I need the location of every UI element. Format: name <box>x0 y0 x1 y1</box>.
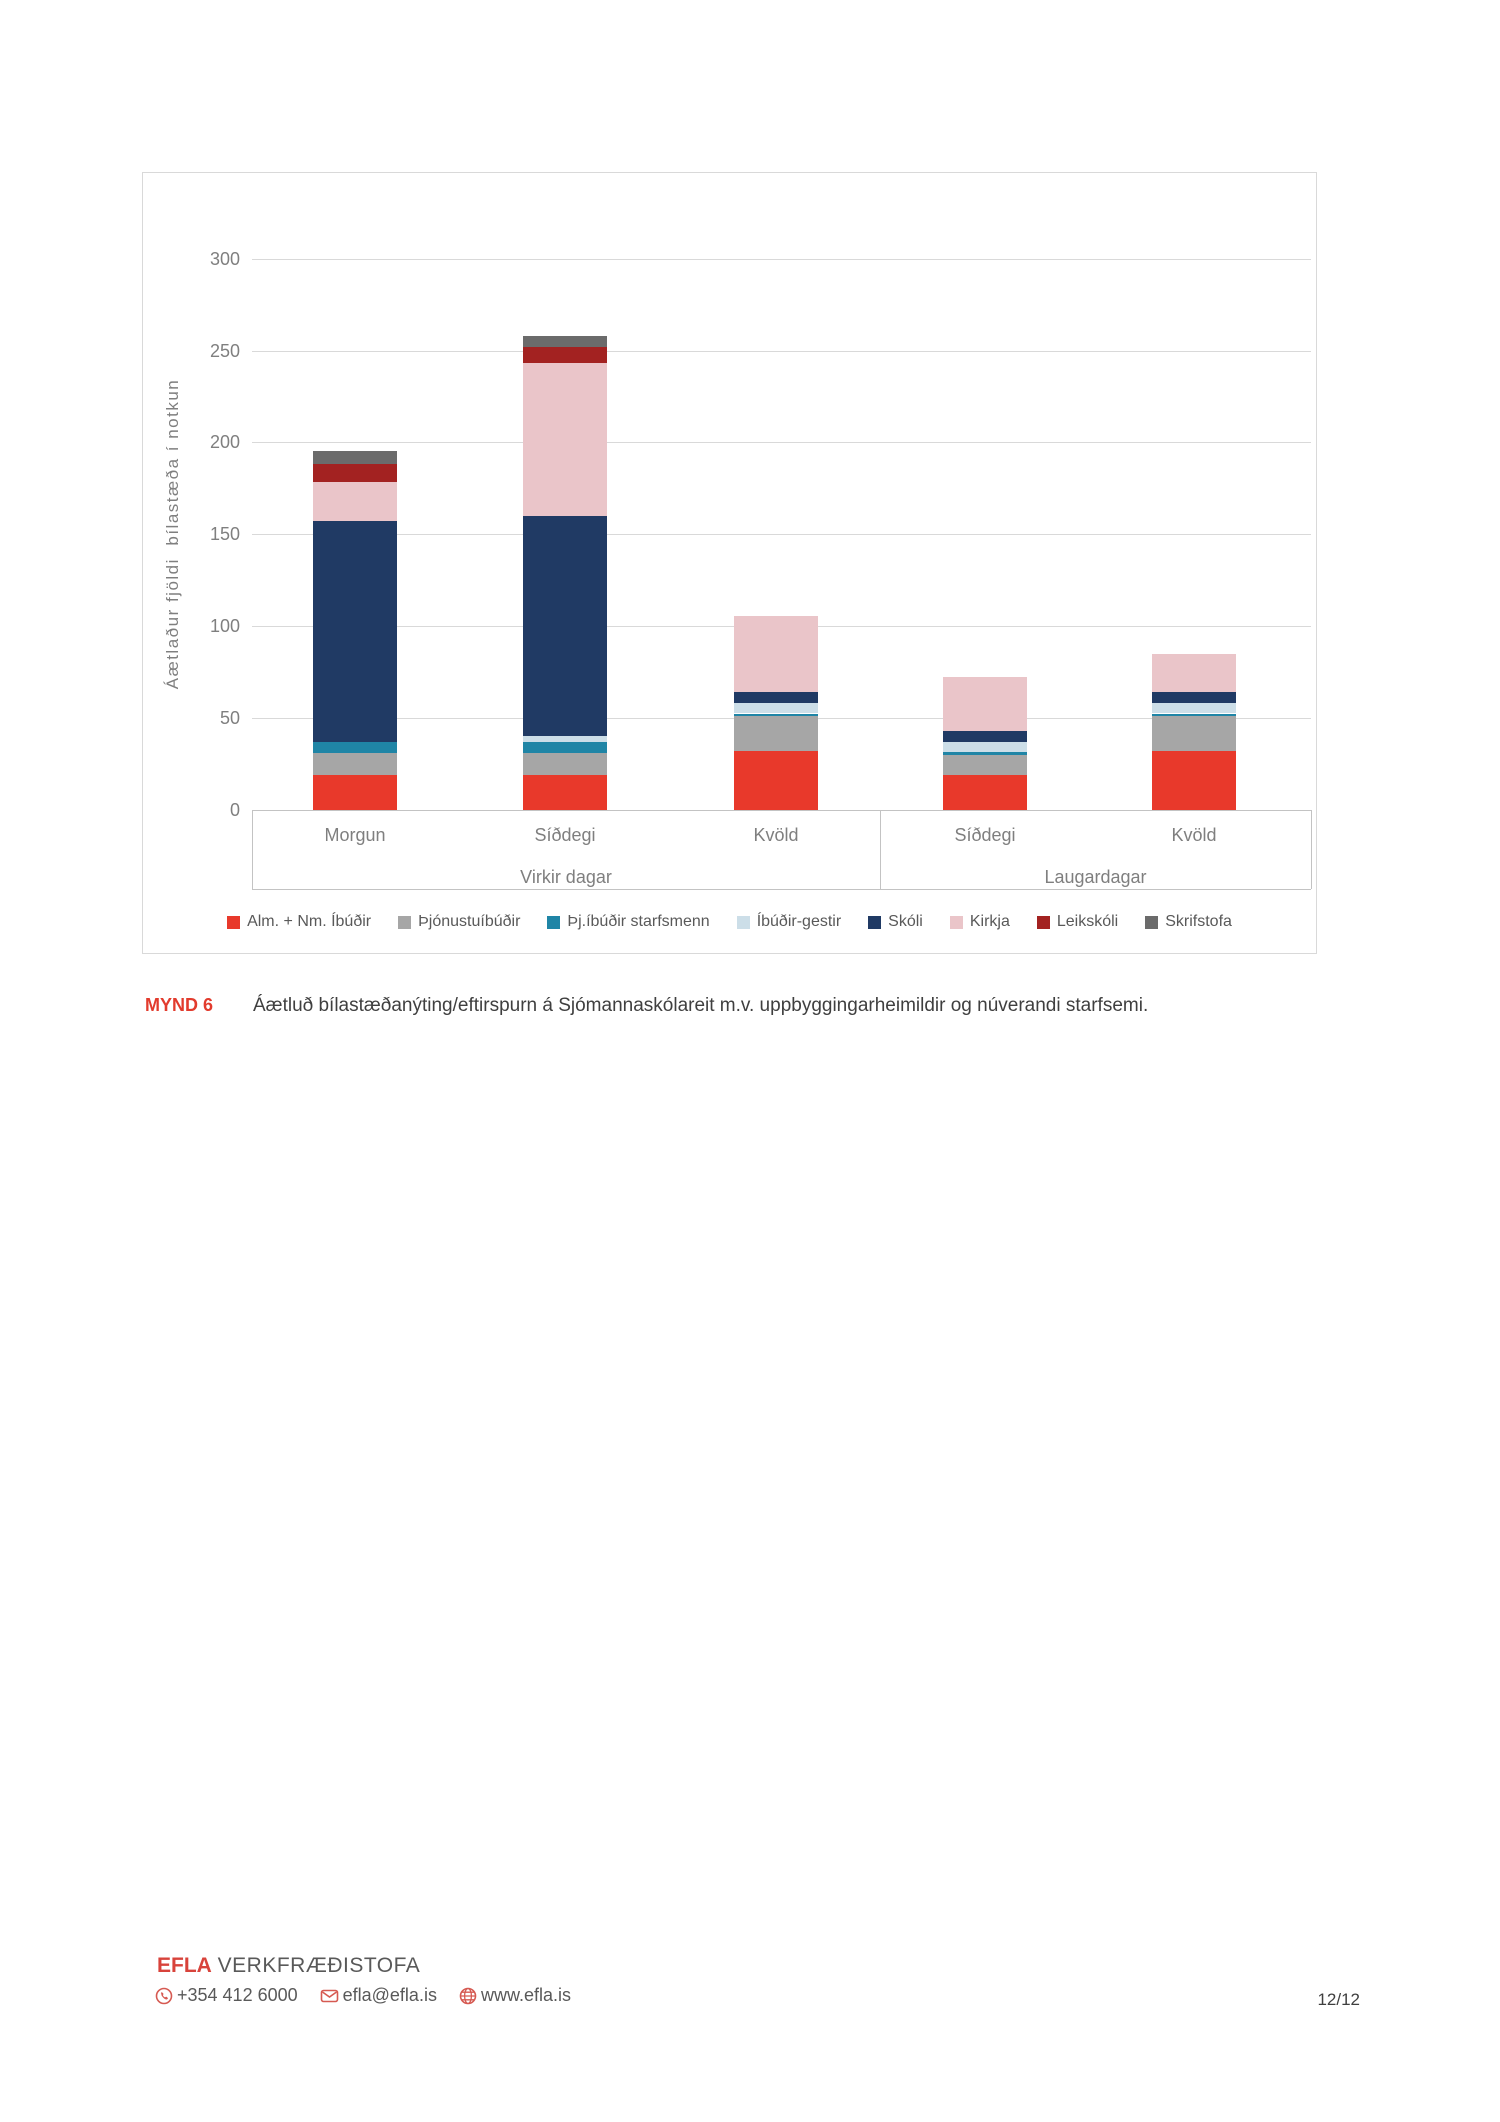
bar-segment-5-Þj.íbúðir starfsmenn <box>1152 714 1236 717</box>
y-tick-label-50: 50 <box>219 708 240 729</box>
axis-box-right <box>1311 810 1312 889</box>
bar-segment-4-Kirkja <box>943 677 1027 731</box>
bar-segment-1-Þjónustuíbúðir <box>313 753 397 775</box>
legend-label: Kirkja <box>969 913 1010 930</box>
page-number: 12/12 <box>1317 1990 1360 2009</box>
legend-label: Þj.íbúðir starfsmenn <box>567 913 710 930</box>
bar-segment-5-Kirkja <box>1152 654 1236 693</box>
bar-segment-5-Skóli <box>1152 692 1236 703</box>
envelope-icon <box>320 1987 339 2005</box>
category-label-2: Síðdegi <box>534 825 596 845</box>
bar-segment-2-Skrifstofa <box>523 336 607 347</box>
legend-item-Þjónustuíbúðir <box>398 913 520 931</box>
legend-swatch <box>868 916 881 929</box>
legend-item-Þj.íbúðir starfsmenn <box>547 913 709 931</box>
legend-swatch <box>1145 916 1158 929</box>
legend-swatch <box>950 916 963 929</box>
legend-swatch <box>1037 916 1050 929</box>
legend-item-Kirkja <box>950 913 1010 931</box>
footer-website-text: www.efla.is <box>480 1985 571 2005</box>
bar-segment-1-Alm. + Nm. Íbúðir <box>313 775 397 810</box>
y-tick-label-250: 250 <box>209 340 240 361</box>
phone-icon <box>155 1987 173 2005</box>
legend-label: Leikskóli <box>1056 913 1119 930</box>
footer-website <box>459 1985 571 2006</box>
bar-segment-4-Skóli <box>943 731 1027 742</box>
gridline-250 <box>252 351 1311 352</box>
bar-segment-1-Skrifstofa <box>313 451 397 464</box>
legend-item-Skrifstofa <box>1145 913 1232 931</box>
category-label-3: Kvöld <box>753 825 799 845</box>
footer-brand <box>157 1954 420 1978</box>
bar-segment-4-Íbúðir-gestir <box>943 742 1027 752</box>
bar-segment-1-Skóli <box>313 521 397 742</box>
bar-segment-4-Þjónustuíbúðir <box>943 755 1027 775</box>
y-tick-label-300: 300 <box>209 248 240 269</box>
bar-segment-2-Skóli <box>523 516 607 737</box>
y-tick-label-0: 0 <box>229 800 240 820</box>
legend-label: Íbúðir-gestir <box>756 913 842 930</box>
bar-segment-3-Skóli <box>734 692 818 703</box>
chart-legend <box>143 913 1316 931</box>
axis-box-left <box>252 810 253 889</box>
legend-label: Þjónustuíbúðir <box>418 913 521 930</box>
footer-email <box>320 1985 437 2006</box>
bar-segment-1-Leikskóli <box>313 464 397 482</box>
figure-caption-label: MYND 6 <box>145 995 214 1015</box>
bar-segment-3-Alm. + Nm. Íbúðir <box>734 751 818 810</box>
bar-segment-3-Þj.íbúðir starfsmenn <box>734 714 818 717</box>
legend-item-Skóli <box>868 913 923 931</box>
axis-box-bottom <box>252 889 1311 890</box>
category-label-4: Síðdegi <box>954 825 1016 845</box>
bar-segment-5-Þjónustuíbúðir <box>1152 716 1236 751</box>
bar-segment-2-Kirkja <box>523 363 607 516</box>
y-tick-label-150: 150 <box>209 524 240 545</box>
legend-item-Leikskóli <box>1037 913 1118 931</box>
bar-segment-2-Leikskóli <box>523 347 607 364</box>
x-axis-line <box>252 810 1311 811</box>
bar-segment-5-Íbúðir-gestir <box>1152 703 1236 713</box>
legend-item-Alm. + Nm. Íbúðir <box>227 913 371 931</box>
footer-email-text: efla@efla.is <box>342 1985 437 2005</box>
bar-segment-4-Þj.íbúðir starfsmenn <box>943 752 1027 755</box>
efla-logo: EFLA <box>157 1954 212 1977</box>
legend-label: Skrifstofa <box>1165 913 1232 930</box>
bar-segment-2-Íbúðir-gestir <box>523 736 607 742</box>
globe-icon <box>459 1987 477 2005</box>
y-tick-label-100: 100 <box>209 616 240 637</box>
bar-segment-2-Þjónustuíbúðir <box>523 753 607 775</box>
footer-brand-suffix: VERKFRÆÐISTOFA <box>217 1954 421 1977</box>
gridline-200 <box>252 442 1311 443</box>
figure-caption-text: Áætluð bílastæðanýting/eftirspurn á Sjómannaskólareit m.v. uppbyggingarheimildir og núverandi starfsemi. <box>253 995 1149 1016</box>
gridline-150 <box>252 534 1311 535</box>
axis-group-divider <box>880 810 881 889</box>
footer-contacts <box>155 1985 571 2006</box>
legend-swatch <box>227 916 240 929</box>
bar-segment-2-Alm. + Nm. Íbúðir <box>523 775 607 810</box>
bar-segment-1-Kirkja <box>313 482 397 522</box>
group-label-1: Virkir dagar <box>520 867 612 887</box>
bar-segment-4-Alm. + Nm. Íbúðir <box>943 775 1027 810</box>
legend-item-Íbúðir-gestir <box>737 913 841 931</box>
y-axis-title: Áætlaður fjöldi bílastæða í notkun <box>163 378 182 690</box>
category-label-5: Kvöld <box>1171 825 1217 845</box>
bar-segment-3-Íbúðir-gestir <box>734 703 818 713</box>
bar-segment-2-Þj.íbúðir starfsmenn <box>523 742 607 753</box>
legend-swatch <box>547 916 560 929</box>
legend-label: Skóli <box>888 913 923 930</box>
figure-caption <box>145 995 1365 1017</box>
legend-swatch <box>398 916 411 929</box>
bar-segment-3-Kirkja <box>734 616 818 692</box>
group-label-2: Laugardagar <box>1044 867 1147 887</box>
gridline-300 <box>252 259 1311 260</box>
footer-phone <box>155 1985 298 2006</box>
bar-segment-1-Þj.íbúðir starfsmenn <box>313 742 397 753</box>
legend-label: Alm. + Nm. Íbúðir <box>247 913 372 930</box>
category-label-1: Morgun <box>324 825 386 845</box>
footer-phone-text: +354 412 6000 <box>177 1985 298 2005</box>
bar-segment-3-Þjónustuíbúðir <box>734 716 818 751</box>
legend-swatch <box>737 916 750 929</box>
y-tick-label-200: 200 <box>209 432 240 453</box>
parking-usage-chart <box>142 172 1317 954</box>
bar-segment-5-Alm. + Nm. Íbúðir <box>1152 751 1236 810</box>
